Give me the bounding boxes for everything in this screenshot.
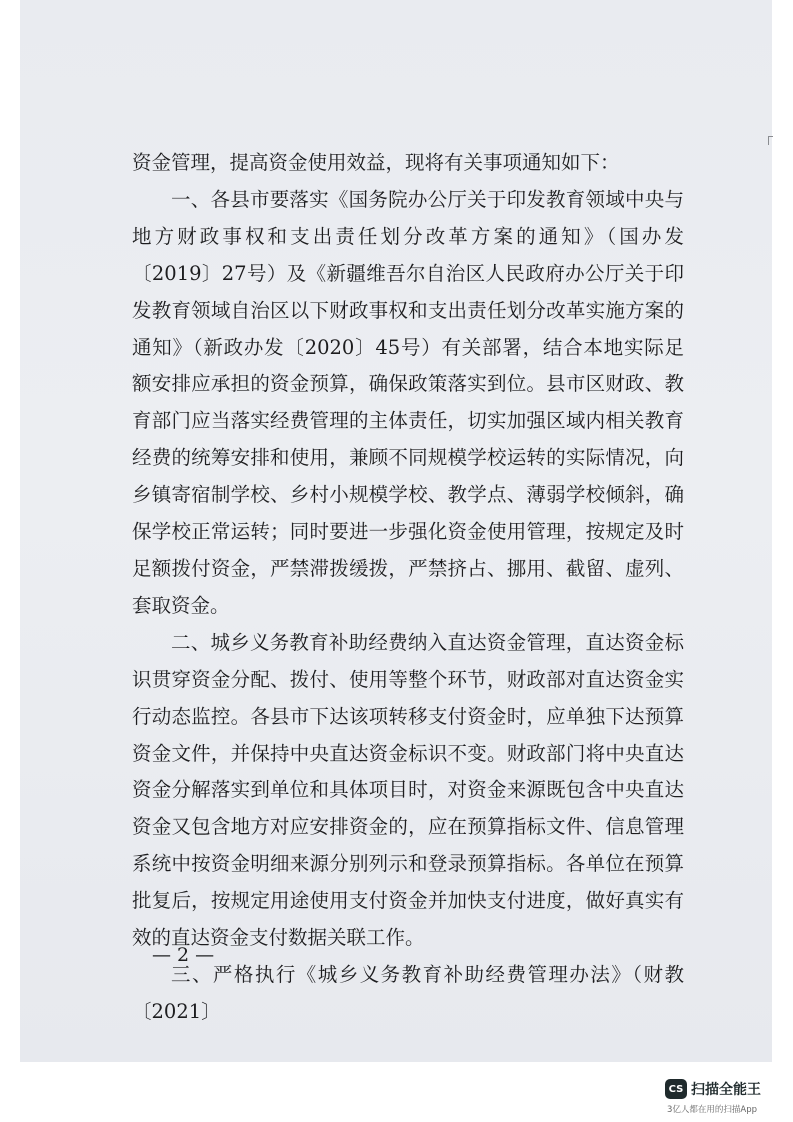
camscanner-watermark	[665, 1075, 775, 1119]
watermark-tagline: 3亿人都在用的扫描App	[667, 1105, 758, 1115]
watermark-app-name: 扫描全能王	[691, 1082, 761, 1098]
corner-mark	[768, 136, 773, 145]
paragraph-intro-continuation: 资金管理，提高资金使用效益，现将有关事项通知如下：	[132, 151, 620, 174]
paragraph-item-2: 二、城乡义务教育补助经费纳入直达资金管理，直达资金标识贯穿资金分配、拨付、使用等整个环节，财政部对直达资金实行动态监控。各县市下达该项转移支付资金时，应单独下达预算资金文件，并保持中央直达资金标识不变。财政部门将中央直达资金分解落实到单位和具体项目时，对资金来源既包含中央直达资金又包含地方对应安排资金的，应在预算指标文件、信息管理系统中按资金明细来源分别列示和登录预算指标。各单位在预算批复后，按规定用途使用支付资金并加快支付进度，做好真实有效的直达资金支付数据关联工作。	[132, 630, 684, 950]
page-number: — 2 —	[152, 944, 215, 966]
document-body	[132, 145, 684, 1031]
camscanner-logo-icon: CS	[665, 1079, 687, 1099]
paragraph-item-1: 一、各县市要落实《国务院办公厅关于印发教育领域中央与地方财政事权和支出责任划分改革方案的通知》（国办发〔2019〕27号）及《新疆维吾尔自治区人民政府办公厅关于印发教育领域自治区以下财政事权和支出责任划分改革实施方案的通知》（新政办发〔2020〕45号）有关部署，结合本地实际足额安排应承担的资金预算，确保政策落实到位。县市区财政、教育部门应当落实经费管理的主体责任，切实加强区域内相关教育经费的统筹安排和使用，兼顾不同规模学校运转的实际情况，向乡镇寄宿制学校、乡村小规模学校、教学点、薄弱学校倾斜，确保学校正常运转；同时要进一步强化资金使用管理，按规定及时足额拨付资金，严禁滞拨缓拨，严禁挤占、挪用、截留、虚列、套取资金。	[132, 187, 684, 617]
paragraph-item-3: 三、严格执行《城乡义务教育补助经费管理办法》（财教〔2021〕	[132, 962, 684, 1023]
